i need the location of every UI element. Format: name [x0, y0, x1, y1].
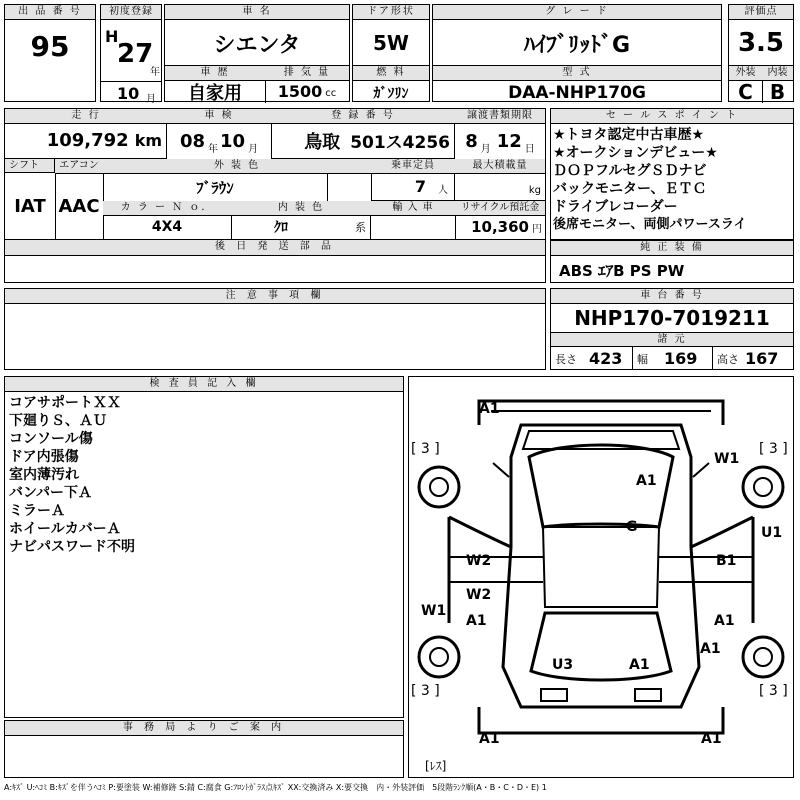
inspection-month: 10: [220, 130, 246, 152]
sales-points-label: セ ー ル ス ポ イ ン ト: [551, 109, 793, 124]
transfer-deadline-label: 譲渡書類期限: [455, 109, 545, 124]
lot-number-cell: [4, 4, 96, 102]
recycle-fee: 10,360: [471, 218, 529, 236]
damage-legend: A:ｷｽﾞ U:ﾍｺﾐ B:ｷｽﾞを伴うﾍｺﾐ P:要塗装 W:補修跡 S:錆 C:腐食 G:ﾌﾛﾝﾄｶﾞﾗｽ点ｷｽﾞ XX:交換済み X:要交換 内・外装評価 5段階ﾗﾝｸ順(A・B・C・D・E) 1: [4, 783, 547, 792]
inspector-line: 下廻りＳ、ＡＵ: [9, 413, 107, 429]
height-value: 167: [745, 349, 779, 368]
damage-mark: [ 3 ]: [759, 441, 788, 457]
transfer-month: 8: [465, 130, 478, 152]
score-label: 評価点: [729, 5, 793, 20]
door-label: ドア形状: [353, 5, 429, 20]
car-name: シエンタ: [213, 32, 301, 58]
interior-color-label: 内 装 色: [231, 201, 372, 216]
inspector-line: コアサポートＸＸ: [9, 395, 121, 411]
damage-mark: [ 3 ]: [411, 441, 440, 457]
exterior-label: 外装: [729, 66, 763, 81]
inspector-notes: [5, 392, 403, 556]
mileage-unit: km: [134, 131, 162, 150]
capacity: 7: [414, 177, 426, 196]
notes-box: [4, 288, 546, 370]
inspector-line: ドア内張傷: [9, 449, 79, 465]
equipment-label: 純 正 装 備: [551, 241, 793, 256]
damage-mark: A1: [479, 731, 500, 747]
history-label: 車 歴: [165, 66, 266, 81]
first-registration-label: 初度登録: [101, 5, 161, 20]
fuel-label: 燃 料: [353, 66, 429, 81]
width-value: 169: [664, 349, 698, 368]
inspection-label: 車 検: [167, 109, 272, 124]
damage-mark: [ 3 ]: [411, 683, 440, 699]
score-cell: [728, 4, 794, 102]
lot-number-label: 出 品 番 号: [5, 5, 95, 20]
inspector-line: ホイールカバーＡ: [9, 521, 121, 537]
damage-diagram: [408, 376, 794, 778]
transfer-month-unit: 月: [480, 144, 491, 155]
interior-label: 内装: [762, 66, 793, 81]
overall-score: 3.5: [737, 28, 785, 58]
damage-mark: A1: [700, 641, 721, 657]
sales-point-line: ドライブレコーダー: [553, 199, 678, 215]
damage-mark: W1: [421, 603, 447, 619]
damage-mark: A1: [629, 657, 650, 673]
registration-area: 鳥取: [304, 131, 341, 153]
registration-month: 10: [117, 84, 140, 103]
chassis-number: NHP170-7019211: [551, 304, 793, 333]
damage-mark: A1: [466, 613, 487, 629]
color-number: 4X4: [103, 215, 232, 239]
interior-grade: B: [769, 79, 786, 104]
shift: IAT: [5, 173, 56, 239]
damage-mark: [ﾚｽ]: [425, 759, 447, 773]
sales-point-line: 後席モニター、両側パワースライ: [553, 217, 747, 232]
model-code: DAA-NHP170G: [508, 82, 646, 103]
inspector-line: ナビパスワード不明: [9, 539, 135, 555]
sales-point-line: ＤＯＰフルセグＳＤナビ: [553, 163, 707, 179]
inspection-year-unit: 年: [208, 144, 218, 155]
height-label: 高さ: [717, 352, 739, 366]
mileage-label: 走 行: [5, 109, 168, 124]
displacement-unit: cc: [325, 88, 337, 99]
damage-mark: A1: [479, 401, 500, 417]
office-label: 事 務 局 よ り ご 案 内: [5, 721, 403, 736]
damage-mark: W2: [466, 553, 492, 569]
registration-number: 501ス4256: [350, 133, 450, 153]
mileage: 109,792: [46, 130, 129, 151]
year-unit: 年: [150, 67, 160, 78]
transfer-day-unit: 日: [524, 144, 535, 155]
registration-year: 27: [117, 39, 154, 69]
shift-label: シフト: [5, 159, 55, 173]
sales-point-line: ★オークションデビュー★: [553, 145, 718, 161]
transfer-day: 12: [496, 130, 522, 152]
recycle-fee-unit: 円: [532, 224, 542, 235]
damage-mark: B1: [716, 553, 737, 569]
sales-points-list: [551, 124, 793, 234]
registration-label: 登 録 番 号: [271, 109, 456, 124]
office-box: [4, 720, 404, 778]
color-label: 外 装 色: [103, 159, 372, 174]
era-letter: H: [105, 27, 119, 46]
damage-mark: [ 3 ]: [759, 683, 788, 699]
displacement: 1500: [277, 82, 323, 101]
chassis-label: 車 台 番 号: [551, 289, 793, 304]
inspection-month-unit: 月: [248, 144, 259, 155]
model-label: 型 式: [433, 66, 721, 81]
later-parts-label: 後 日 発 送 部 品: [5, 239, 545, 256]
first-registration-cell: [100, 4, 162, 105]
damage-mark: W1: [714, 451, 740, 467]
interior-color-unit: 系: [331, 215, 371, 239]
chassis-box: [550, 288, 794, 370]
aircon-label: エアコン: [55, 159, 104, 174]
inspection-year: 08: [179, 130, 205, 152]
equipment-list: ABS ｴｱB PS PW: [559, 261, 685, 280]
month-unit: 月: [146, 94, 156, 105]
door-fuel-cell: [352, 4, 430, 102]
capacity-label: 乗車定員: [371, 159, 456, 174]
exterior-grade: C: [729, 80, 763, 103]
inspector-box: [4, 376, 404, 718]
damage-mark: A1: [701, 731, 722, 747]
damage-mark: W2: [466, 587, 492, 603]
inspector-line: 室内薄汚れ: [9, 467, 79, 483]
dims-label: 諸 元: [551, 333, 793, 347]
interior-color: ｸﾛ: [274, 220, 288, 236]
car-name-cell: [164, 4, 350, 102]
sales-point-line: バックモニター、ＥＴＣ: [553, 181, 707, 197]
max-load-unit: kg: [528, 185, 541, 196]
grade-cell: [432, 4, 722, 102]
notes-label: 注 意 事 項 欄: [5, 289, 545, 304]
displacement-label: 排 気 量: [265, 66, 349, 81]
car-name-label: 車 名: [165, 5, 349, 20]
damage-mark: A1: [636, 473, 657, 489]
grade-label: グ レ ー ド: [433, 5, 721, 20]
color-number-label: カ ラ ー Ｎ ｏ．: [103, 201, 232, 216]
import-label: 輸 入 車: [371, 201, 456, 216]
grade: ﾊｲﾌﾞﾘｯﾄﾞG: [523, 32, 631, 58]
length-value: 423: [589, 349, 623, 368]
width-label: 幅: [637, 352, 648, 366]
damage-mark: U1: [761, 525, 783, 541]
inspector-label: 検 査 員 記 入 欄: [5, 377, 403, 392]
damage-mark: G: [626, 519, 638, 535]
vehicle-info-block: [4, 108, 546, 283]
sales-points-box: [550, 108, 794, 240]
max-load-label: 最大積載量: [455, 159, 545, 174]
car-outline: [409, 377, 793, 777]
exterior-color: ﾌﾞﾗｳﾝ: [103, 173, 328, 202]
sales-point-line: ★トヨタ認定中古車歴★: [553, 127, 705, 143]
lot-number: 95: [30, 29, 70, 63]
car-history: 自家用: [165, 80, 266, 103]
inspector-line: コンソール傷: [9, 431, 93, 447]
door-type: 5W: [373, 31, 409, 55]
damage-mark: U3: [552, 657, 574, 673]
inspector-line: バンパー下Ａ: [9, 485, 93, 501]
capacity-unit: 人: [438, 185, 448, 196]
length-label: 長さ: [555, 352, 577, 366]
equipment-box: [550, 240, 794, 283]
damage-mark: A1: [714, 613, 735, 629]
recycle-label: リサイクル預託金: [455, 201, 545, 216]
inspector-line: ミラーＡ: [9, 503, 65, 519]
fuel-type: ｶﾞｿﾘﾝ: [373, 85, 409, 102]
aircon: AAC: [55, 173, 104, 239]
